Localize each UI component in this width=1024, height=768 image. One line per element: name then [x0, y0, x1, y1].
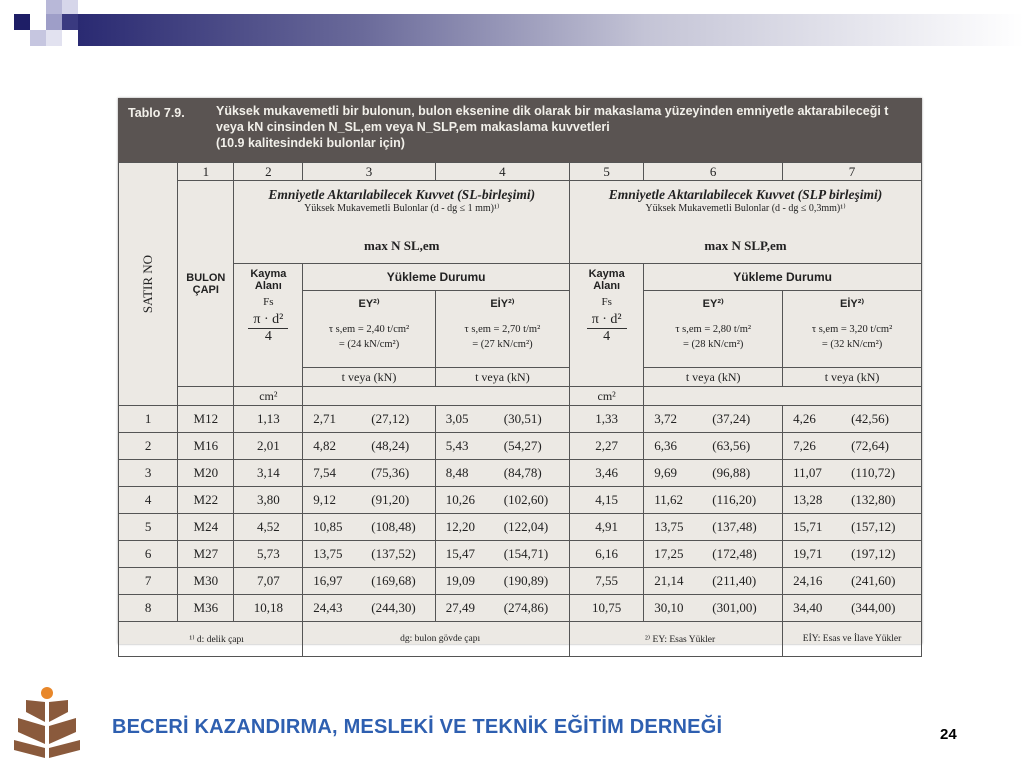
- sl-ey-value: [303, 460, 435, 487]
- unit-cell: [178, 387, 234, 406]
- area-formula-bottom: 4: [264, 329, 272, 344]
- sl-shear-area: 2,01: [234, 433, 303, 460]
- slp-ey-value-kn: (37,24): [712, 411, 751, 426]
- table-caption-label: Tablo 7.9.: [128, 106, 185, 120]
- decor-square: [62, 14, 78, 30]
- bolt-diameter: M27: [178, 541, 234, 568]
- slp-ey-value-t: 3,72: [654, 411, 678, 426]
- slp-shear-area: 7,55: [570, 568, 644, 595]
- slp-eiy-value-t: 11,07: [793, 465, 822, 480]
- footnote: dg: bulon gövde çapı: [303, 622, 570, 657]
- column-number: 6: [644, 163, 783, 181]
- sl-ey-value-t: 9,12: [313, 492, 337, 507]
- slp-ey-value-t: 11,62: [654, 492, 684, 507]
- slp-ey-value: [644, 406, 783, 433]
- slp-group-title: Emniyetle Aktarılabilecek Kuvvet (SLP birleşimi): [608, 187, 883, 202]
- sl-ey-value-kn: (244,30): [371, 600, 416, 615]
- sl-eiy-value-kn: (84,78): [503, 465, 542, 480]
- row-number: 6: [119, 541, 178, 568]
- footnote: ²⁾ EY: Esas Yükler: [570, 622, 783, 657]
- sl-eiy-value-kn: (30,51): [503, 411, 542, 426]
- sl-eiy-value-t: 12,20: [445, 519, 475, 534]
- sl-shear-area: 1,13: [234, 406, 303, 433]
- slp-eiy-value-kn: (344,00): [851, 600, 896, 615]
- sl-ey-value: [303, 433, 435, 460]
- sl-ey-value-kn: (137,52): [371, 546, 416, 561]
- bolt-diameter: M30: [178, 568, 234, 595]
- organization-name: BECERİ KAZANDIRMA, MESLEKİ VE TEKNİK EĞİTİM DERNEĞİ: [112, 716, 723, 738]
- slp-eiy-value: [783, 541, 922, 568]
- sl-ey-value-t: 2,71: [313, 411, 337, 426]
- sl-eiy-value-t: 15,47: [445, 546, 475, 561]
- logo-leaf: [26, 700, 45, 722]
- table-row: [119, 595, 922, 622]
- slp-ey-value-kn: (116,20): [712, 492, 757, 507]
- unit-cell: [303, 387, 570, 406]
- sl-ey-value-t: 4,82: [313, 438, 337, 453]
- sl-eiy-value-kn: (54,27): [503, 438, 542, 453]
- sl-shear-area: 7,07: [234, 568, 303, 595]
- decor-square: [30, 30, 46, 46]
- sl-ey-value: [303, 514, 435, 541]
- sl-eiy-value: [435, 460, 569, 487]
- sl-group-max: max N SL,em: [364, 238, 440, 253]
- sl-ey-value-t: 16,97: [313, 573, 343, 588]
- slp-ey-value-kn: (63,56): [712, 438, 751, 453]
- bolt-diameter: M20: [178, 460, 234, 487]
- sl-load-case-header: Yükleme Durumu: [303, 264, 570, 291]
- bolt-diameter: M24: [178, 514, 234, 541]
- sl-eiy-value: [435, 514, 569, 541]
- slp-ey-value: [644, 541, 783, 568]
- sl-eiy-value-kn: (102,60): [503, 492, 549, 507]
- slp-eiy-value-kn: (42,56): [851, 411, 890, 426]
- slp-eiy-value: [783, 595, 922, 622]
- sl-eiy-value-t: 27,49: [445, 600, 475, 615]
- row-number: 2: [119, 433, 178, 460]
- slp-ey-value-t: 13,75: [654, 519, 684, 534]
- slp-ey-value-t: 21,14: [654, 573, 684, 588]
- slp-ey-value-kn: (96,88): [712, 465, 751, 480]
- sl-eiy-value-t: 8,48: [445, 465, 469, 480]
- table-row: [119, 487, 922, 514]
- sl-shear-area: 3,14: [234, 460, 303, 487]
- footnote: ¹⁾ d: delik çapı: [119, 622, 303, 657]
- slp-ey-value-kn: (301,00): [712, 600, 757, 615]
- sl-eiy-value-t: 10,26: [445, 492, 475, 507]
- slp-eiy-value: [783, 406, 922, 433]
- logo-leaf: [49, 740, 80, 758]
- sl-shear-area: 5,73: [234, 541, 303, 568]
- slp-group-max: max N SLP,em: [704, 238, 787, 253]
- page-number: 24: [940, 726, 957, 743]
- logo-leaf: [14, 740, 45, 758]
- unit-cell: t veya (kN): [435, 368, 569, 387]
- table-row: [119, 460, 922, 487]
- sl-ey-value: [303, 541, 435, 568]
- sl-group-title: Emniyetle Aktarılabilecek Kuvvet (SL-birleşimi): [268, 187, 536, 202]
- sl-ey-value: [303, 568, 435, 595]
- slp-eiy-value: [783, 460, 922, 487]
- bolt-diameter: M12: [178, 406, 234, 433]
- column-number: 7: [783, 163, 922, 181]
- sl-shear-area: 10,18: [234, 595, 303, 622]
- sl-eiy-value-kn: (122,04): [503, 519, 549, 534]
- row-number: 1: [119, 406, 178, 433]
- sl-eiy-tau-kn: = (27 kN/cm²): [472, 339, 533, 350]
- area-formula-top: π · d²: [587, 312, 627, 329]
- decor-square: [14, 14, 30, 30]
- sl-ey-value-t: 24,43: [313, 600, 343, 615]
- sl-eiy-value-t: 3,05: [445, 411, 469, 426]
- sl-shear-area: 3,80: [234, 487, 303, 514]
- slp-ey-value-t: 30,10: [654, 600, 684, 615]
- sl-eiy-value-t: 19,09: [445, 573, 475, 588]
- sl-eiy-tau: τ s,em = 2,70 t/m²: [464, 324, 541, 335]
- slp-shear-area: 10,75: [570, 595, 644, 622]
- slp-eiy-value: [783, 514, 922, 541]
- slp-eiy-value-kn: (157,12): [851, 519, 896, 534]
- slp-eiy-value-t: 24,16: [793, 573, 823, 588]
- slp-shear-area: 2,27: [570, 433, 644, 460]
- sl-eiy-value: [435, 595, 569, 622]
- slp-eiy-value-t: 15,71: [793, 519, 823, 534]
- unit-cell: cm²: [234, 387, 303, 406]
- bolt-diameter: M16: [178, 433, 234, 460]
- area-formula-bottom: 4: [603, 329, 611, 344]
- sl-ey-value-t: 10,85: [313, 519, 343, 534]
- sl-eiy-value: [435, 487, 569, 514]
- table-row: [119, 433, 922, 460]
- table-caption-text: Yüksek mukavemetli bir bulonun, bulon eksenine dik olarak bir makaslama yüzeyinden emniyetle aktarabileceği t veya kN cinsinden N_SL,em veya N_SLP,em makaslama kuvvetleri (10.9 kalitesindeki bulonlar için): [216, 104, 889, 150]
- fs-label: Fs: [601, 296, 612, 308]
- slp-ey-tau-kn: = (28 kN/cm²): [682, 339, 744, 350]
- area-formula-top: π · d²: [248, 312, 288, 329]
- table-row: [119, 406, 922, 433]
- sl-shear-area-header: [234, 264, 303, 387]
- unit-cell: cm²: [570, 387, 644, 406]
- unit-cell: t veya (kN): [783, 368, 922, 387]
- row-number: 4: [119, 487, 178, 514]
- slp-eiy-tau-kn: = (32 kN/cm²): [821, 339, 883, 350]
- sl-ey-value: [303, 406, 435, 433]
- shear-area-label: Kayma Alanı: [588, 268, 625, 292]
- slp-ey-value: [644, 433, 783, 460]
- slp-ey-value-kn: (211,40): [712, 573, 757, 588]
- bolt-diameter-header: BULON ÇAPI: [178, 181, 234, 387]
- sl-eiy-value-kn: (154,71): [503, 546, 549, 561]
- title-bar: [78, 14, 1024, 46]
- slp-eiy-value-t: 13,28: [793, 492, 823, 507]
- decor-square: [46, 30, 62, 46]
- slp-ey-value-t: 9,69: [654, 465, 678, 480]
- sl-eiy-value-kn: (274,86): [503, 600, 549, 615]
- sl-ey-value-t: 13,75: [313, 546, 343, 561]
- row-number: 8: [119, 595, 178, 622]
- column-number: 2: [234, 163, 303, 181]
- column-number: 4: [435, 163, 569, 181]
- slp-shear-area: 1,33: [570, 406, 644, 433]
- sl-group-subtitle: Yüksek Mukavemetli Bulonlar (d - dg ≤ 1 mm)¹⁾: [304, 203, 500, 214]
- row-number-header: SATIR NO: [119, 163, 178, 406]
- column-number: 5: [570, 163, 644, 181]
- sl-group-header: [234, 181, 570, 264]
- column-number: 1: [178, 163, 234, 181]
- column-number: 3: [303, 163, 435, 181]
- sl-ey-value-kn: (169,68): [371, 573, 416, 588]
- slp-ey-header: EY²⁾ τ s,em = 2,80 t/m² = (28 kN/cm²): [644, 291, 783, 368]
- unit-cell: t veya (kN): [644, 368, 783, 387]
- top-decoration: [0, 0, 1024, 60]
- footnote: EİY: Esas ve İlave Yükler: [783, 622, 922, 657]
- unit-cell: t veya (kN): [303, 368, 435, 387]
- sl-eiy-header: EİY²⁾ τ s,em = 2,70 t/m² = (27 kN/cm²): [435, 291, 569, 368]
- slp-shear-area: 6,16: [570, 541, 644, 568]
- table-row: [119, 514, 922, 541]
- slp-ey-value: [644, 568, 783, 595]
- bolt-shear-table: [118, 162, 922, 657]
- sl-ey-value-t: 7,54: [313, 465, 337, 480]
- slp-ey-value-t: 17,25: [654, 546, 684, 561]
- slp-shear-area: 3,46: [570, 460, 644, 487]
- sl-ey-tau-kn: = (24 kN/cm²): [338, 339, 400, 350]
- table-row: [119, 568, 922, 595]
- slp-eiy-value-kn: (197,12): [851, 546, 896, 561]
- slp-eiy-value: [783, 433, 922, 460]
- slp-ey-value: [644, 487, 783, 514]
- shear-area-label: Kayma Alanı: [250, 268, 287, 292]
- slp-group-header: [570, 181, 922, 264]
- slp-load-case-header: Yükleme Durumu: [644, 264, 922, 291]
- bolt-diameter: M22: [178, 487, 234, 514]
- row-number: 7: [119, 568, 178, 595]
- table-caption: [118, 98, 922, 162]
- slp-eiy-value-t: 7,26: [793, 438, 816, 453]
- slp-eiy-value-t: 4,26: [793, 411, 816, 426]
- slp-shear-area: 4,91: [570, 514, 644, 541]
- slp-eiy-value-t: 34,40: [793, 600, 823, 615]
- sl-ey-value: [303, 487, 435, 514]
- sl-ey-header: EY²⁾ τ s,em = 2,40 t/cm² = (24 kN/cm²): [303, 291, 435, 368]
- slp-eiy-value-kn: (241,60): [851, 573, 896, 588]
- table-row: [119, 541, 922, 568]
- slp-eiy-value-kn: (72,64): [851, 438, 890, 453]
- sl-ey-value-kn: (91,20): [371, 492, 410, 507]
- slp-shear-area: 4,15: [570, 487, 644, 514]
- slp-ey-value: [644, 460, 783, 487]
- sl-eiy-value: [435, 433, 569, 460]
- slp-eiy-value: [783, 568, 922, 595]
- slp-shear-area-header: [570, 264, 644, 387]
- slp-group-subtitle: Yüksek Mukavemetli Bulonlar (d - dg ≤ 0,3mm)¹⁾: [645, 203, 846, 214]
- slp-ey-value-kn: (172,48): [712, 546, 757, 561]
- sl-ey-value-kn: (27,12): [371, 411, 410, 426]
- unit-cell: [644, 387, 922, 406]
- slp-eiy-value-kn: (110,72): [851, 465, 896, 480]
- sl-eiy-value-t: 5,43: [445, 438, 469, 453]
- logo-leaf: [49, 700, 68, 722]
- sl-ey-value-kn: (48,24): [371, 438, 410, 453]
- logo-leaf: [18, 718, 45, 744]
- row-number: 5: [119, 514, 178, 541]
- sl-eiy-value: [435, 568, 569, 595]
- slp-eiy-tau: τ s,em = 3,20 t/cm²: [811, 324, 893, 335]
- decor-square: [46, 0, 62, 14]
- sl-shear-area: 4,52: [234, 514, 303, 541]
- row-number: 3: [119, 460, 178, 487]
- slp-ey-value-t: 6,36: [654, 438, 678, 453]
- decor-square: [62, 0, 78, 14]
- sl-eiy-value-kn: (190,89): [503, 573, 549, 588]
- slp-eiy-value: [783, 487, 922, 514]
- bolt-diameter: M36: [178, 595, 234, 622]
- sl-eiy-value: [435, 541, 569, 568]
- organization-logo: [12, 686, 82, 758]
- scanned-table-image: [118, 98, 922, 644]
- logo-dot: [41, 687, 53, 699]
- slp-ey-value-kn: (137,48): [712, 519, 757, 534]
- decor-square: [46, 14, 62, 30]
- sl-ey-tau: τ s,em = 2,40 t/cm²: [328, 324, 410, 335]
- sl-ey-value-kn: (108,48): [371, 519, 416, 534]
- sl-eiy-value: [435, 406, 569, 433]
- sl-ey-value-kn: (75,36): [371, 465, 410, 480]
- slp-ey-value: [644, 595, 783, 622]
- slp-ey-tau: τ s,em = 2,80 t/m²: [675, 324, 752, 335]
- logo-leaf: [49, 718, 76, 744]
- slp-eiy-value-kn: (132,80): [851, 492, 896, 507]
- slp-ey-value: [644, 514, 783, 541]
- slp-eiy-header: EİY²⁾ τ s,em = 3,20 t/cm² = (32 kN/cm²): [783, 291, 922, 368]
- slp-eiy-value-t: 19,71: [793, 546, 823, 561]
- fs-label: Fs: [263, 296, 274, 308]
- sl-ey-value: [303, 595, 435, 622]
